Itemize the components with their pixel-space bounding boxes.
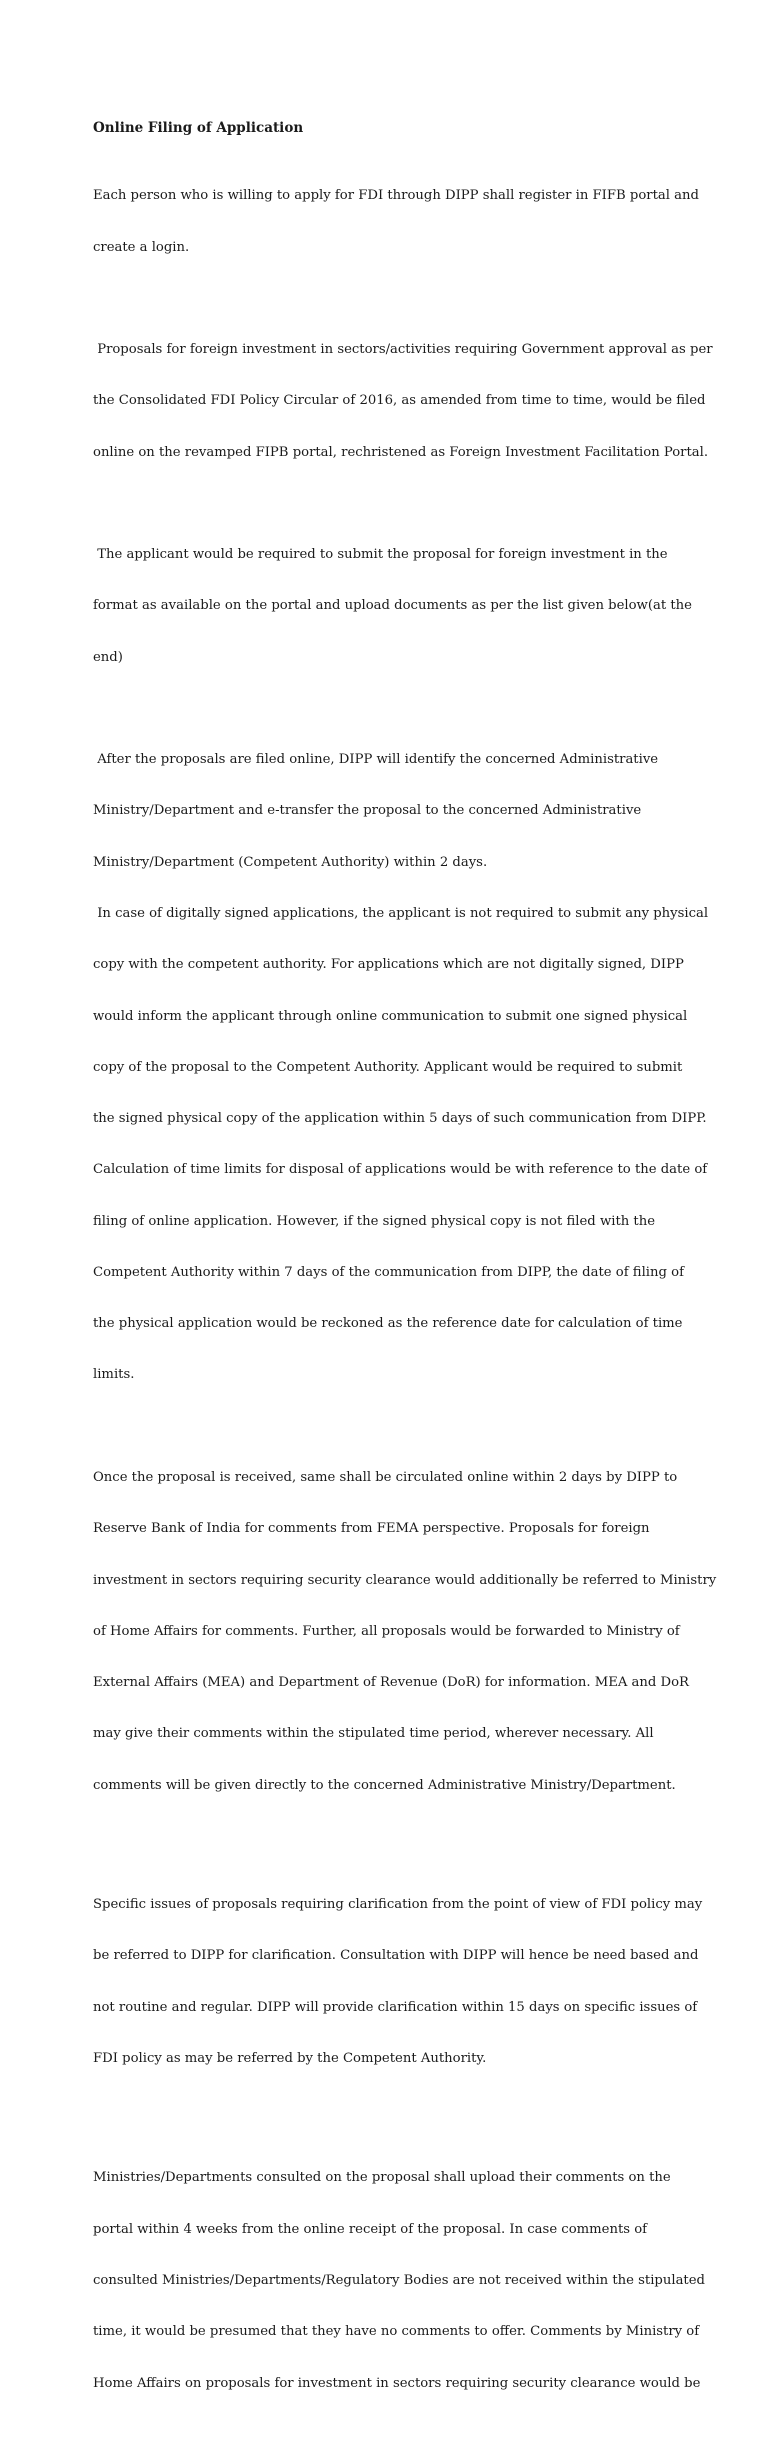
paragraph-ministries-comments [93, 2135, 705, 2426]
text-line: consulted Ministries/Departments/Regulatory Bodies are not received within the stipulated [93, 2272, 705, 2288]
text-line: copy with the competent authority. For applications which are not digitally signed, DIPP [93, 957, 684, 973]
text-line: Ministry/Department and e-transfer the proposal to the concerned Administrative [93, 803, 642, 819]
text-line: After the proposals are filed online, DIPP will identify the concerned Administrative [93, 752, 659, 768]
text-line: the Consolidated FDI Policy Circular of 2016, as amended from time to time, would be filed [93, 393, 706, 409]
text-line: investment in sectors requiring security clearance would additionally be referred to Ministry [93, 1572, 717, 1588]
text-line: The applicant would be required to submit the proposal for foreign investment in the [93, 547, 668, 563]
text-line: Reserve Bank of India for comments from FEMA perspective. Proposals for foreign [93, 1521, 650, 1537]
text-line: portal within 4 weeks from the online receipt of the proposal. In case comments of [93, 2221, 648, 2237]
text-line: the signed physical copy of the application within 5 days of such communication from DIPP. [93, 1111, 707, 1127]
text-line: FDI policy as may be referred by the Competent Authority. [93, 2050, 487, 2066]
paragraph-applicant [93, 512, 692, 700]
text-line: comments will be given directly to the concerned Administrative Ministry/Department. [93, 1777, 676, 1793]
text-line: In case of digitally signed applications, the applicant is not required to submit any physical [93, 905, 709, 921]
text-line: online on the revamped FIPB portal, rechristened as Foreign Investment Facilitation Portal. [93, 444, 709, 460]
text-line: filing of online application. However, if the signed physical copy is not filed with the [93, 1213, 656, 1229]
text-line: limits. [93, 1367, 135, 1383]
text-line: may give their comments within the stipulated time period, wherever necessary. All [93, 1726, 654, 1742]
text-line: the physical application would be reckoned as the reference date for calculation of time [93, 1316, 683, 1332]
text-line: Each person who is willing to apply for FDI through DIPP shall register in FIFB portal and [93, 188, 699, 204]
paragraph-filed-online [93, 717, 709, 1418]
text-line: Calculation of time limits for disposal of applications would be with reference to the date of [93, 1162, 708, 1178]
text-line: of Home Affairs for comments. Further, all proposals would be forwarded to Ministry of [93, 1623, 680, 1639]
paragraph-circulation [93, 1435, 717, 1828]
text-line: not routine and regular. DIPP will provide clarification within 15 days on specific issues of [93, 1999, 698, 2015]
text-line: copy of the proposal to the Competent Authority. Applicant would be required to submit [93, 1059, 683, 1075]
text-line: Competent Authority within 7 days of the communication from DIPP, the date of filing of [93, 1264, 684, 1280]
document-page [93, 120, 717, 2443]
text-line: end) [93, 649, 123, 665]
text-line: be referred to DIPP for clarification. Consultation with DIPP will hence be need based and [93, 1948, 699, 1964]
paragraph-clarification [93, 1862, 703, 2101]
text-line: would inform the applicant through online communication to submit one signed physical [93, 1008, 688, 1024]
text-line: Home Affairs on proposals for investment in sectors requiring security clearance would be [93, 2375, 701, 2391]
paragraph-register [93, 153, 699, 290]
text-line: Once the proposal is received, same shall be circulated online within 2 days by DIPP to [93, 1469, 678, 1485]
document-title: Online Filing of Application [93, 120, 304, 136]
text-line: Proposals for foreign investment in sectors/activities requiring Government approval as per [93, 342, 713, 358]
text-line: time, it would be presumed that they have no comments to offer. Comments by Ministry of [93, 2324, 700, 2340]
text-line: Ministry/Department (Competent Authority) within 2 days. [93, 854, 488, 870]
text-line: Specific issues of proposals requiring clarification from the point of view of FDI policy may [93, 1897, 703, 1913]
paragraph-proposals [93, 307, 713, 495]
text-line: format as available on the portal and upload documents as per the list given below(at the [93, 598, 692, 614]
text-line: create a login. [93, 239, 190, 255]
text-line: Ministries/Departments consulted on the proposal shall upload their comments on the [93, 2170, 671, 2186]
text-line: External Affairs (MEA) and Department of Revenue (DoR) for information. MEA and DoR [93, 1675, 689, 1691]
